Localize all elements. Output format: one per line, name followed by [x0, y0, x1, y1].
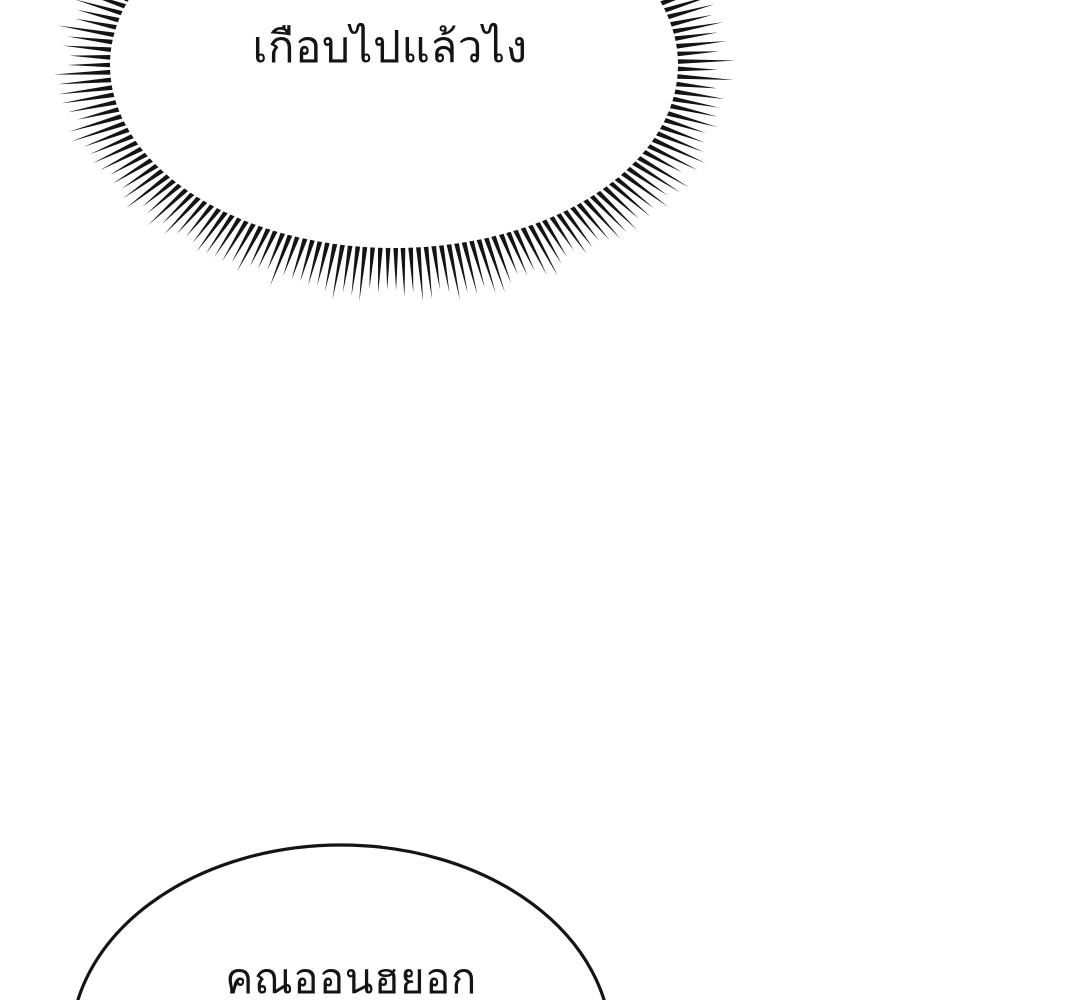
oval-bubble-text: คณออนฮยอก [225, 954, 477, 1000]
burst-bubble-text: เกือบไปแล้วไง [252, 23, 528, 72]
